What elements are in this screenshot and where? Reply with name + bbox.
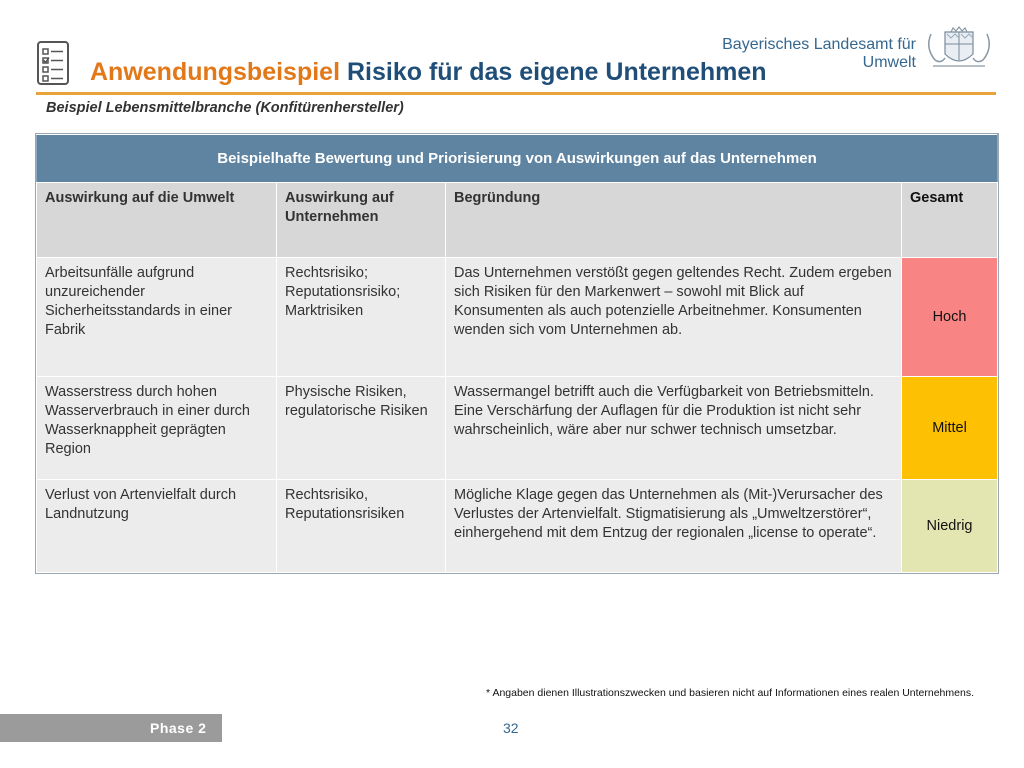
cell-reason: Wassermangel betrifft auch die Verfügbarkeit von Betriebsmitteln. Eine Verschärfung der Auflagen für die Produktion ist nicht sehr wahrscheinlich, wäre aber nur schwer technisch umsetzbar. <box>446 377 902 480</box>
column-header-company: Auswirkung auf Unternehmen <box>277 183 446 258</box>
footnote: * Angaben dienen Illustrationszwecken und basieren nicht auf Informationen eines realen Unternehmens. <box>486 687 974 699</box>
page-subtitle: Beispiel Lebensmittelbranche (Konfitürenhersteller) <box>46 100 404 116</box>
checklist-icon <box>36 40 72 86</box>
table-row <box>37 377 998 480</box>
page-number: 32 <box>503 720 519 736</box>
phase-label: Phase 2 <box>150 720 207 736</box>
page-title-accent: Anwendungsbeispiel <box>90 58 341 86</box>
cell-company: Rechtsrisiko; Reputationsrisiko; Marktrisiken <box>277 258 446 377</box>
organization-name <box>722 36 916 72</box>
table-header-row <box>37 183 998 258</box>
rating-badge-medium: Mittel <box>902 377 998 480</box>
table-banner: Beispielhafte Bewertung und Priorisierung von Auswirkungen auf das Unternehmen <box>37 135 998 183</box>
organization-name-line2: Umwelt <box>862 54 916 71</box>
assessment-table <box>36 134 998 573</box>
rating-badge-high: Hoch <box>902 258 998 377</box>
cell-environment: Verlust von Artenvielfalt durch Landnutzung <box>37 480 277 573</box>
table-row <box>37 480 998 573</box>
page-title <box>90 58 767 87</box>
page-title-rest: Risiko für das eigene Unternehmen <box>340 58 767 86</box>
column-header-environment: Auswirkung auf die Umwelt <box>37 183 277 258</box>
coat-of-arms <box>923 26 995 72</box>
cell-environment: Arbeitsunfälle aufgrund unzureichender Sicherheitsstandards in einer Fabrik <box>37 258 277 377</box>
title-divider <box>36 92 996 95</box>
cell-reason: Mögliche Klage gegen das Unternehmen als (Mit-)Verursacher des Verlustes der Artenvielfalt. Stigmatisierung als „Umweltzerstörer“, einhergehend mit dem Entzug der regionalen „license to operate“. <box>446 480 902 573</box>
column-header-total: Gesamt <box>902 183 998 258</box>
cell-reason: Das Unternehmen verstößt gegen geltendes Recht. Zudem ergeben sich Risiken für den Markenwert – sowohl mit Blick auf Konsumenten als auch potenzielle Arbeitnehmer. Konsumenten wenden sich vom Unternehmen ab. <box>446 258 902 377</box>
table-row <box>37 258 998 377</box>
organization-name-line1: Bayerisches Landesamt für <box>722 36 916 53</box>
cell-company: Rechtsrisiko, Reputationsrisiken <box>277 480 446 573</box>
rating-badge-low: Niedrig <box>902 480 998 573</box>
cell-company: Physische Risiken, regulatorische Risiken <box>277 377 446 480</box>
cell-environment: Wasserstress durch hohen Wasserverbrauch in einer durch Wasserknappheit geprägten Region <box>37 377 277 480</box>
column-header-reason: Begründung <box>446 183 902 258</box>
